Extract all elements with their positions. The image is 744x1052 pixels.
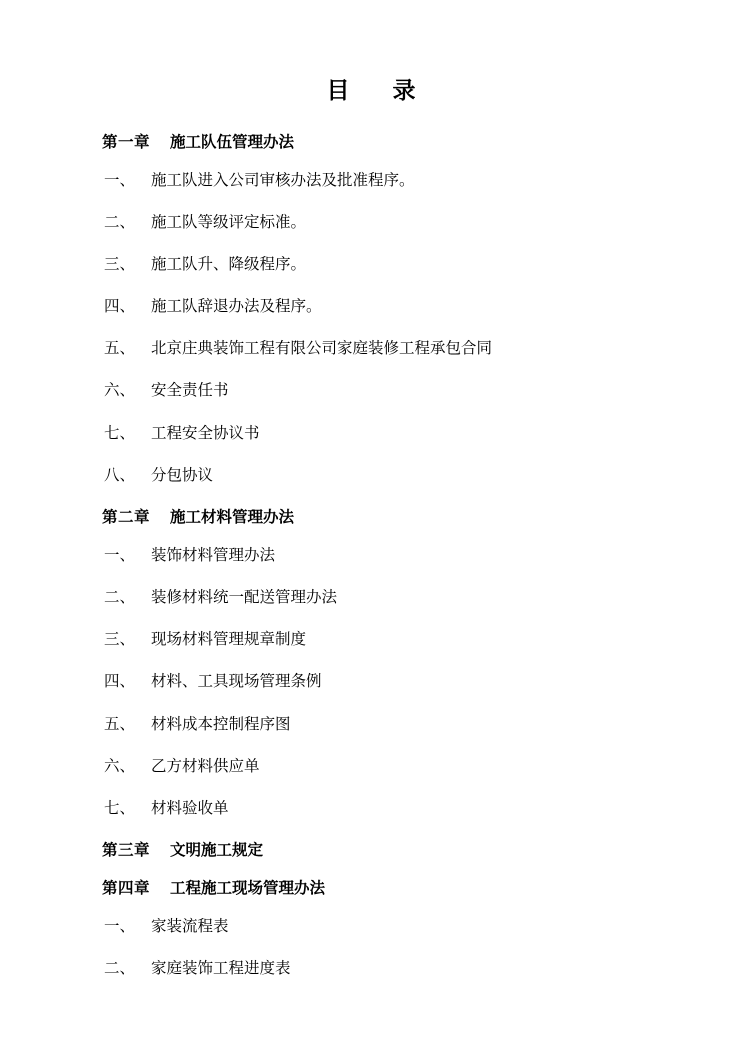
toc-chapter[interactable] [96, 840, 656, 860]
toc-entry-index: 一、 [104, 170, 136, 189]
toc-entry[interactable] [96, 465, 656, 485]
toc-chapter-label: 工程施工现场管理办法 [170, 879, 326, 898]
toc-entry-index: 七、 [104, 423, 136, 442]
toc-entry[interactable] [96, 296, 656, 316]
toc-entry[interactable] [96, 545, 656, 565]
toc-entry[interactable] [96, 958, 656, 978]
toc-chapter-label: 施工材料管理办法 [170, 507, 295, 526]
toc-entry-index: 六、 [104, 756, 136, 775]
toc-entry-label: 材料、工具现场管理条例 [151, 672, 322, 691]
toc-entry[interactable] [96, 170, 656, 190]
toc-entry-index: 六、 [104, 381, 136, 400]
toc-entry-index: 五、 [104, 714, 136, 733]
toc-chapter[interactable] [96, 507, 656, 527]
toc-entry[interactable] [96, 671, 656, 691]
toc-entry-index: 一、 [104, 546, 136, 564]
toc-entry-label: 施工队升、降级程序。 [151, 255, 307, 274]
toc-entry-label: 乙方材料供应单 [151, 756, 260, 775]
toc-chapter[interactable] [96, 878, 656, 898]
toc-entry-index: 一、 [104, 917, 136, 936]
toc-entry[interactable] [96, 916, 656, 936]
toc-entry-index: 二、 [104, 588, 136, 607]
toc-entry-index: 八、 [104, 465, 136, 484]
toc-entry[interactable] [96, 714, 656, 734]
toc-entry-label: 家装流程表 [151, 917, 229, 936]
toc-entry-index: 七、 [104, 798, 136, 817]
toc-chapter-label: 文明施工规定 [170, 840, 264, 859]
toc-entry-label: 现场材料管理规章制度 [151, 630, 307, 649]
toc-entry-label: 装饰材料管理办法 [151, 546, 276, 564]
toc-chapter-number: 第三章 [102, 840, 151, 859]
toc-entry-label: 工程安全协议书 [151, 423, 260, 442]
toc-entry-index: 三、 [104, 255, 136, 274]
toc-entry-label: 装修材料统一配送管理办法 [151, 588, 338, 607]
toc-entry[interactable] [96, 587, 656, 607]
toc-entry-index: 五、 [104, 339, 136, 358]
toc-entry-label: 北京庄典装饰工程有限公司家庭装修工程承包合同 [151, 339, 493, 358]
toc-chapter-number: 第四章 [102, 879, 151, 898]
toc-chapter-number: 第一章 [102, 132, 151, 151]
toc-entry-label: 施工队进入公司审核办法及批准程序。 [151, 170, 415, 189]
toc-chapter-label: 施工队伍管理办法 [170, 132, 295, 151]
toc-entry-label: 家庭装饰工程进度表 [151, 959, 291, 978]
toc-chapter[interactable] [96, 132, 656, 152]
toc-entry[interactable] [96, 380, 656, 400]
toc-entry[interactable] [96, 254, 656, 274]
toc-entry-index: 四、 [104, 297, 136, 316]
toc-entry-index: 三、 [104, 630, 136, 649]
toc-entry-index: 二、 [104, 212, 136, 231]
toc-entry-index: 二、 [104, 959, 136, 978]
toc-entry-label: 分包协议 [151, 465, 214, 484]
toc-entry-label: 施工队辞退办法及程序。 [151, 297, 322, 316]
toc-entry[interactable] [96, 756, 656, 776]
toc-entry-label: 施工队等级评定标准。 [151, 212, 307, 231]
toc-entry-label: 材料验收单 [151, 798, 229, 817]
page-title: 目 录 [326, 78, 426, 104]
toc-entry-label: 安全责任书 [151, 381, 229, 400]
toc-entry[interactable] [96, 798, 656, 818]
toc-entry[interactable] [96, 338, 656, 358]
toc-chapter-number: 第二章 [102, 507, 151, 526]
toc-entry[interactable] [96, 629, 656, 649]
toc-entry-index: 四、 [104, 672, 136, 691]
toc-entry[interactable] [96, 423, 656, 443]
table-of-contents [96, 78, 656, 1001]
toc-body [96, 132, 656, 979]
toc-entry[interactable] [96, 212, 656, 232]
toc-entry-label: 材料成本控制程序图 [151, 714, 291, 733]
